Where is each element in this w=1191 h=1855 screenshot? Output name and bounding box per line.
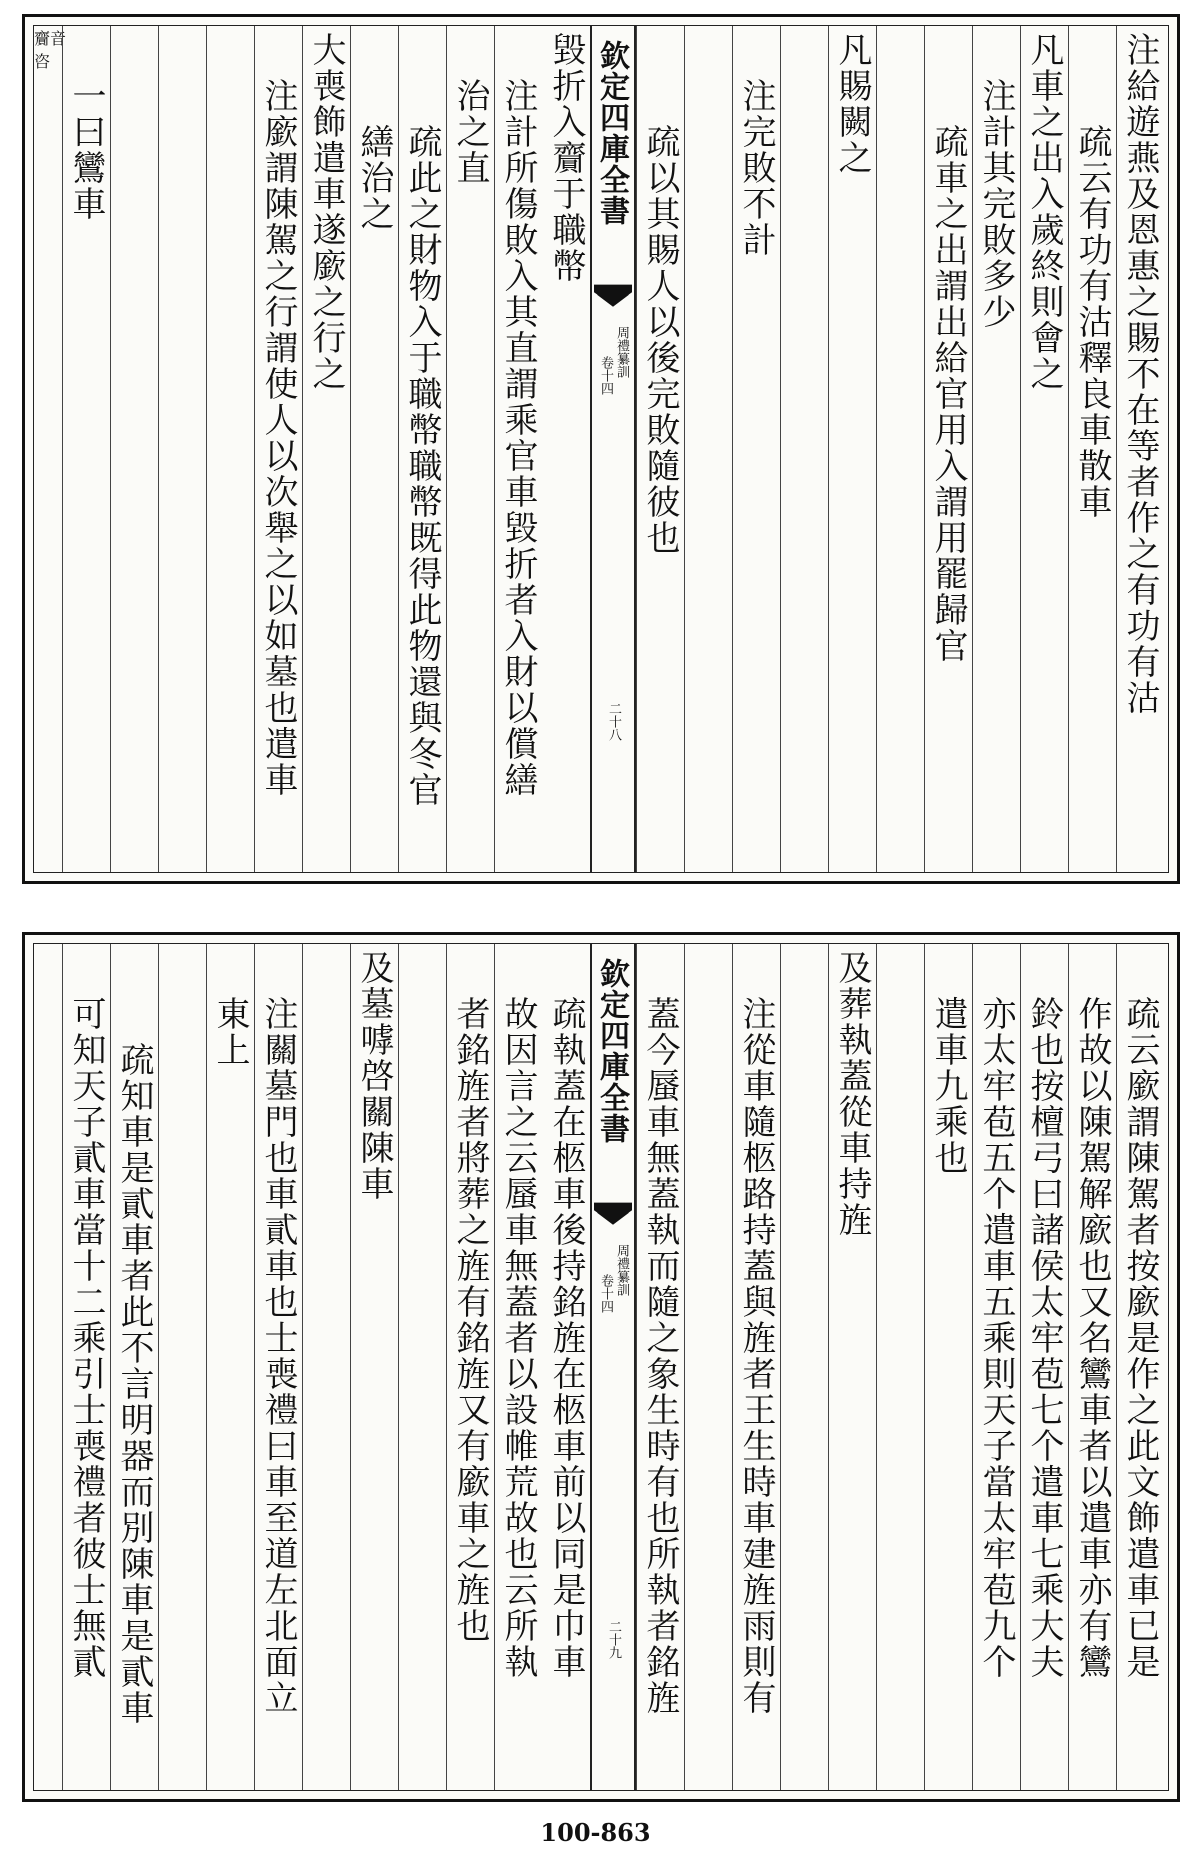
text-column bbox=[684, 944, 732, 1790]
text-column bbox=[542, 944, 590, 1790]
top-page-panel bbox=[22, 14, 1180, 884]
annotation-zhai: 齎音 bbox=[34, 29, 67, 48]
column-text: 者銘旌者將葬之旌有銘旌又有廞車之旌也 bbox=[450, 996, 490, 1644]
column-text: 故因言之云蜃車無蓋者以設帷荒故也云所執 bbox=[498, 996, 538, 1680]
column-text: 注給遊燕及恩惠之賜不在等者作之有功有沽 bbox=[1120, 32, 1160, 716]
column-text: 注完敗不計 bbox=[736, 78, 776, 258]
column-text: 亦太牢苞五个遣車五乘則天子當太牢苞九个 bbox=[976, 996, 1016, 1680]
text-column bbox=[1116, 944, 1164, 1790]
text-column bbox=[1020, 26, 1068, 872]
column-text: 疏車之出謂出給官用入謂用罷歸官 bbox=[928, 124, 968, 664]
column-text: 遣車九乘也 bbox=[928, 996, 968, 1176]
fish-tail-mark bbox=[594, 284, 632, 310]
column-text: 疏云廞謂陳駕者按廞是作之此文飾遣車已是 bbox=[1120, 996, 1160, 1680]
text-column bbox=[924, 944, 972, 1790]
text-column bbox=[972, 944, 1020, 1790]
column-text: 注關墓門也車貳車也士喪禮曰車至道左北面立 bbox=[258, 996, 298, 1716]
column-text: 繕治之 bbox=[354, 124, 394, 232]
folio-number: 二十八 bbox=[606, 702, 621, 741]
page-number: 100-863 bbox=[540, 1818, 651, 1847]
bottom-page-panel bbox=[22, 932, 1180, 1802]
column-text: 治之直 bbox=[450, 78, 490, 186]
text-column bbox=[494, 26, 542, 872]
text-column bbox=[206, 26, 254, 872]
volume-label: 卷十四 bbox=[598, 356, 613, 395]
column-text: 疏知車是貳車者此不言明器而別陳車是貳車 bbox=[114, 1042, 154, 1726]
text-column bbox=[302, 26, 350, 872]
center-fold bbox=[590, 944, 636, 1790]
book-title: 欽定四庫全書 bbox=[594, 958, 629, 1144]
book-title: 欽定四庫全書 bbox=[594, 40, 629, 226]
column-text: 鈴也按檀弓曰諸侯太牢苞七个遣車七乘大夫 bbox=[1024, 996, 1064, 1680]
text-column bbox=[636, 26, 684, 872]
text-column bbox=[780, 944, 828, 1790]
book-name: 周禮纂訓 bbox=[614, 1244, 629, 1296]
text-column bbox=[254, 944, 302, 1790]
folio-number: 二十九 bbox=[606, 1620, 621, 1659]
text-column bbox=[732, 26, 780, 872]
text-column bbox=[1068, 944, 1116, 1790]
column-text: 可知天子貳車當十二乘引士喪禮者彼士無貳 bbox=[66, 996, 106, 1680]
column-text: 凡車之出入歲終則會之 bbox=[1024, 32, 1064, 392]
column-text: 一曰鸞車 bbox=[66, 78, 106, 222]
text-column bbox=[398, 944, 446, 1790]
bottom-page-frame bbox=[33, 943, 1169, 1791]
center-fold bbox=[590, 26, 636, 872]
column-text: 凡賜闕之 bbox=[832, 32, 872, 176]
column-text: 及墓嘑啓關陳車 bbox=[354, 950, 394, 1202]
text-column bbox=[780, 26, 828, 872]
text-column bbox=[828, 944, 876, 1790]
text-column bbox=[62, 944, 110, 1790]
column-text: 疏執蓋在柩車後持銘旌在柩車前以同是巾車 bbox=[546, 996, 586, 1680]
column-text: 疏云有功有沽釋良車散車 bbox=[1072, 124, 1112, 520]
text-column bbox=[636, 944, 684, 1790]
text-column bbox=[972, 26, 1020, 872]
book-name: 周禮纂訓 bbox=[614, 326, 629, 378]
text-column bbox=[494, 944, 542, 1790]
column-text: 注計其完敗多少 bbox=[976, 78, 1016, 330]
fish-tail-mark bbox=[594, 1202, 632, 1228]
column-text: 疏以其賜人以後完敗隨彼也 bbox=[640, 124, 680, 556]
text-column bbox=[110, 944, 158, 1790]
column-text: 蓋今蜃車無蓋執而隨之象生時有也所執者銘旌 bbox=[640, 996, 680, 1716]
text-column bbox=[1068, 26, 1116, 872]
text-column bbox=[542, 26, 590, 872]
text-column bbox=[876, 944, 924, 1790]
text-column bbox=[302, 944, 350, 1790]
text-column bbox=[924, 26, 972, 872]
text-column bbox=[158, 26, 206, 872]
text-column bbox=[446, 944, 494, 1790]
text-column bbox=[350, 944, 398, 1790]
fish-tail-icon bbox=[594, 284, 632, 310]
text-column bbox=[684, 26, 732, 872]
column-text: 及葬執蓋從車持旌 bbox=[832, 950, 872, 1238]
column-text: 作故以陳駕解廞也又名鸞車者以遣車亦有鸞 bbox=[1072, 996, 1112, 1680]
column-text: 注廞謂陳駕之行謂使人以次舉之以如墓也遣車 bbox=[258, 78, 298, 798]
text-column bbox=[62, 26, 110, 872]
text-column bbox=[398, 26, 446, 872]
text-column bbox=[206, 944, 254, 1790]
text-column bbox=[158, 944, 206, 1790]
volume-label: 卷十四 bbox=[598, 1274, 613, 1313]
column-text: 大喪飾遣車遂廞之行之 bbox=[306, 32, 346, 392]
text-column bbox=[350, 26, 398, 872]
text-column bbox=[828, 26, 876, 872]
text-column bbox=[446, 26, 494, 872]
text-column bbox=[876, 26, 924, 872]
column-text: 東上 bbox=[210, 996, 250, 1068]
column-text: 毀折入齎于職幣 bbox=[546, 32, 586, 284]
column-text: 注計所傷敗入其直謂乘官車毀折者入財以償繕 bbox=[498, 78, 538, 798]
text-column bbox=[1020, 944, 1068, 1790]
top-page-frame bbox=[33, 25, 1169, 873]
column-text: 疏此之財物入于職幣職幣既得此物還與冬官 bbox=[402, 124, 442, 808]
text-column bbox=[1116, 26, 1164, 872]
text-column bbox=[732, 944, 780, 1790]
text-column bbox=[254, 26, 302, 872]
annotation-zi: 咨 bbox=[34, 52, 51, 71]
column-text: 注從車隨柩路持蓋與旌者王生時車建旌雨則有 bbox=[736, 996, 776, 1716]
text-column bbox=[110, 26, 158, 872]
fish-tail-icon bbox=[594, 1202, 632, 1228]
